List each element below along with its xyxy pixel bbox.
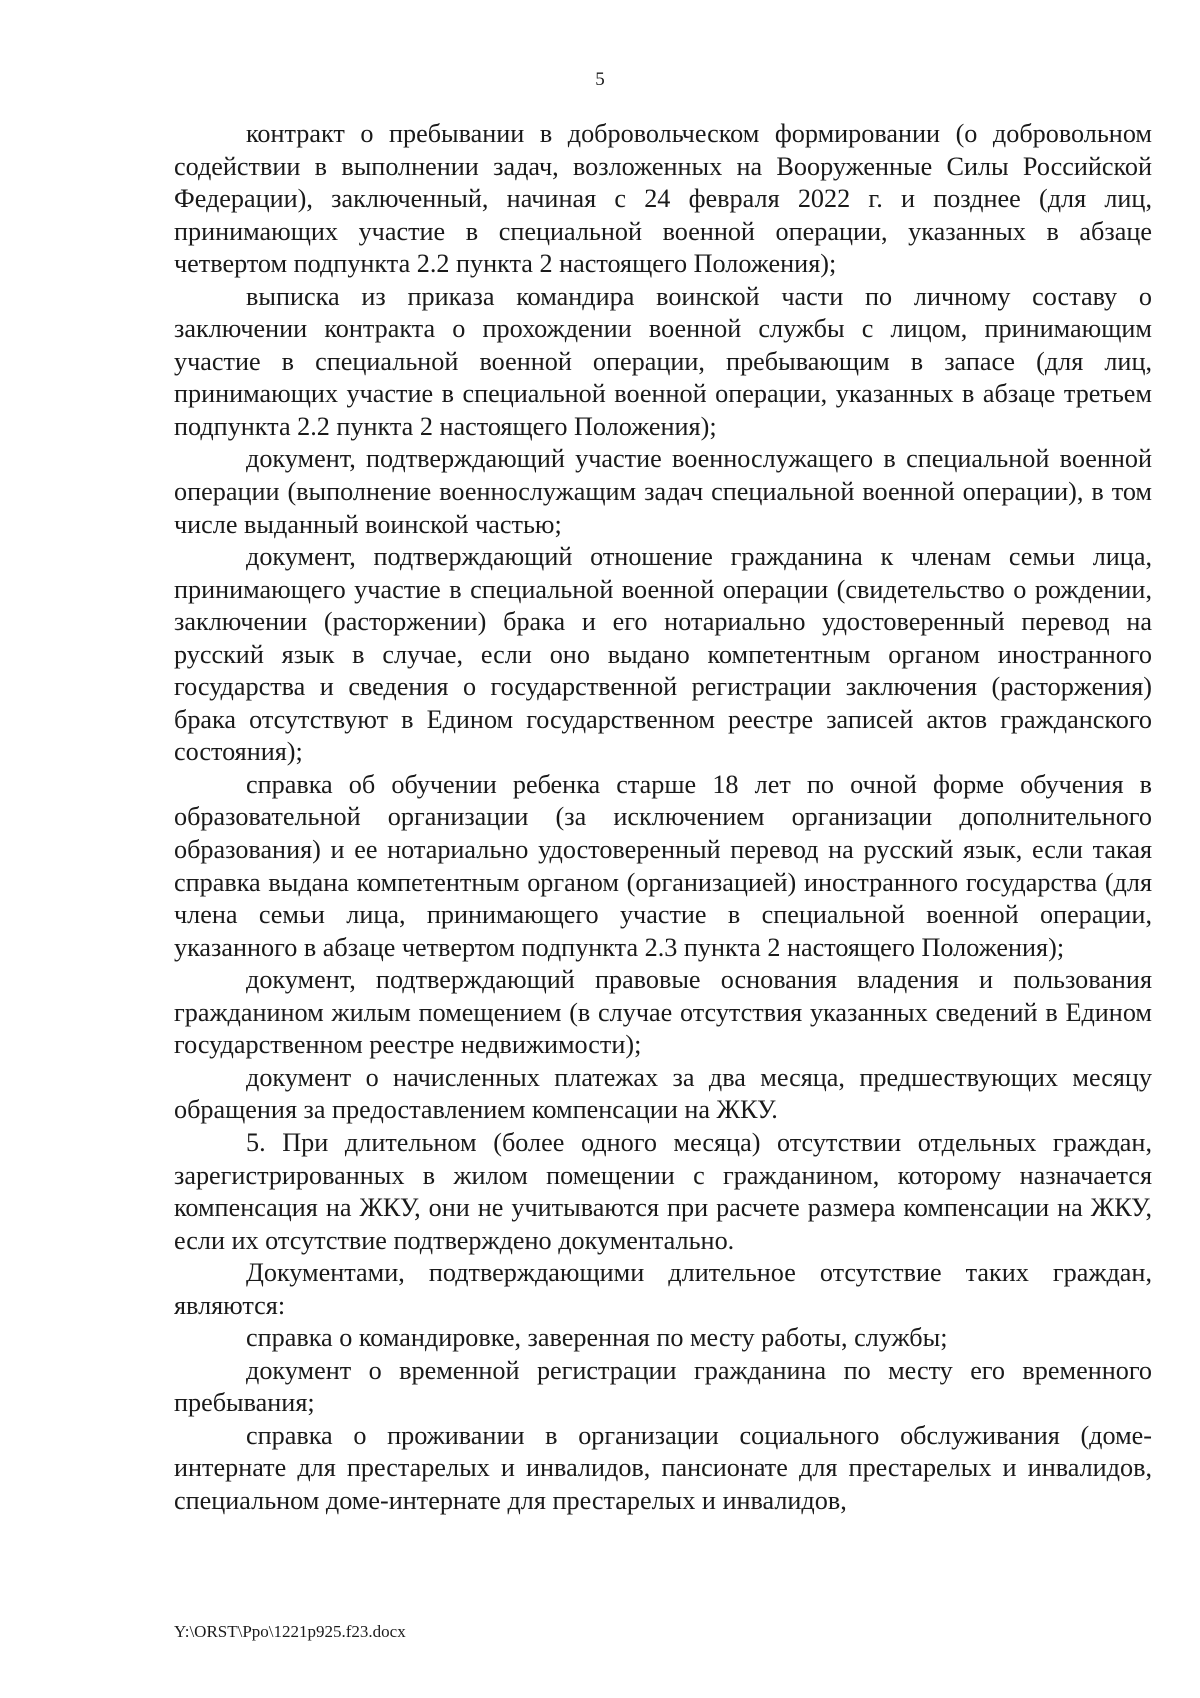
paragraph-business-trip-certificate: справка о командировке, заверенная по месту работы, службы; [246, 1323, 948, 1353]
document-body [174, 118, 1152, 1518]
paragraph-clause-5: 5. При длительном (более одного месяца) отсутствии отдельных граждан, зарегистрированных в жилом помещении с гражданином, которому назначается компенсация на ЖКУ, они не учитываются при расчете размера компенсации на ЖКУ, если их отсутствие подтверждено документально. [174, 1127, 1152, 1255]
paragraph-order-extract: выписка из приказа командира воинской части по личному составу о заключении контракта о прохождении военной службы с лицом, принимающим участие в специальной военной операции, пребывающим в запасе (для лиц, принимающих участие в специальной военной операции, указанных в абзаце третьем подпункта 2.2 пункта 2 настоящего Положения); [174, 281, 1152, 441]
page-number: 5 [595, 69, 605, 90]
paragraph-absence-documents-intro: Документами, подтверждающими длительное отсутствие таких граждан, являются: [174, 1258, 1152, 1320]
paragraph-child-education-certificate: справка об обучении ребенка старше 18 лет по очной форме обучения в образовательной организации (за исключением организации дополнительного образования) и ее нотариально удостоверенный перевод на русский язык, если такая справка выдана компетентным органом (организацией) иностранного государства (для члена семьи лица, принимающего участие в специальной военной операции, указанного в абзаце четвертом подпункта 2.3 пункта 2 настоящего Положения); [174, 769, 1152, 962]
paragraph-family-relation-document: документ, подтверждающий отношение гражданина к членам семьи лица, принимающего участие в специальной военной операции (свидетельство о рождении, заключении (расторжении) брака и его нотариально удостоверенный перевод на русский язык в случае, если оно выдано компетентным органом иностранного государства и сведения о государственной регистрации заключения (расторжения) брака отсутствуют в Едином государственном реестре записей актов гражданского состояния); [174, 542, 1152, 767]
paragraph-volunteer-contract: контракт о пребывании в добровольческом формировании (о добровольном содействии в выполнении задач, возложенных на Вооруженные Силы Российской Федерации), заключенный, начиная с 24 февраля 2022 г. и позднее (для лиц, принимающих участие в специальной военной операции, указанных в абзаце четвертом подпункта 2.2 пункта 2 настоящего Положения); [174, 119, 1152, 279]
paragraph-payments-document: документ о начисленных платежах за два месяца, предшествующих месяцу обращения за предоставлением компенсации на ЖКУ. [174, 1062, 1152, 1125]
paragraph-housing-rights-document: документ, подтверждающий правовые основания владения и пользования гражданином жилым помещением (в случае отсутствия указанных сведений в Едином государственном реестре недвижимости); [174, 965, 1152, 1060]
footer-file-path: Y:\ORST\Ppo\1221p925.f23.docx [174, 1622, 406, 1641]
paragraph-participation-document: документ, подтверждающий участие военнослужащего в специальной военной операции (выполнение военнослужащим задач специальной военной операции), в том числе выданный воинской частью; [174, 444, 1152, 539]
paragraph-temporary-registration: документ о временной регистрации гражданина по месту его временного пребывания; [174, 1355, 1152, 1418]
paragraph-social-care-residence: справка о проживании в организации социального обслуживания (доме-интернате для престарелых и инвалидов, пансионате для престарелых и инвалидов, специальном доме-интернате для престарелых и инвалидов, [174, 1420, 1152, 1515]
